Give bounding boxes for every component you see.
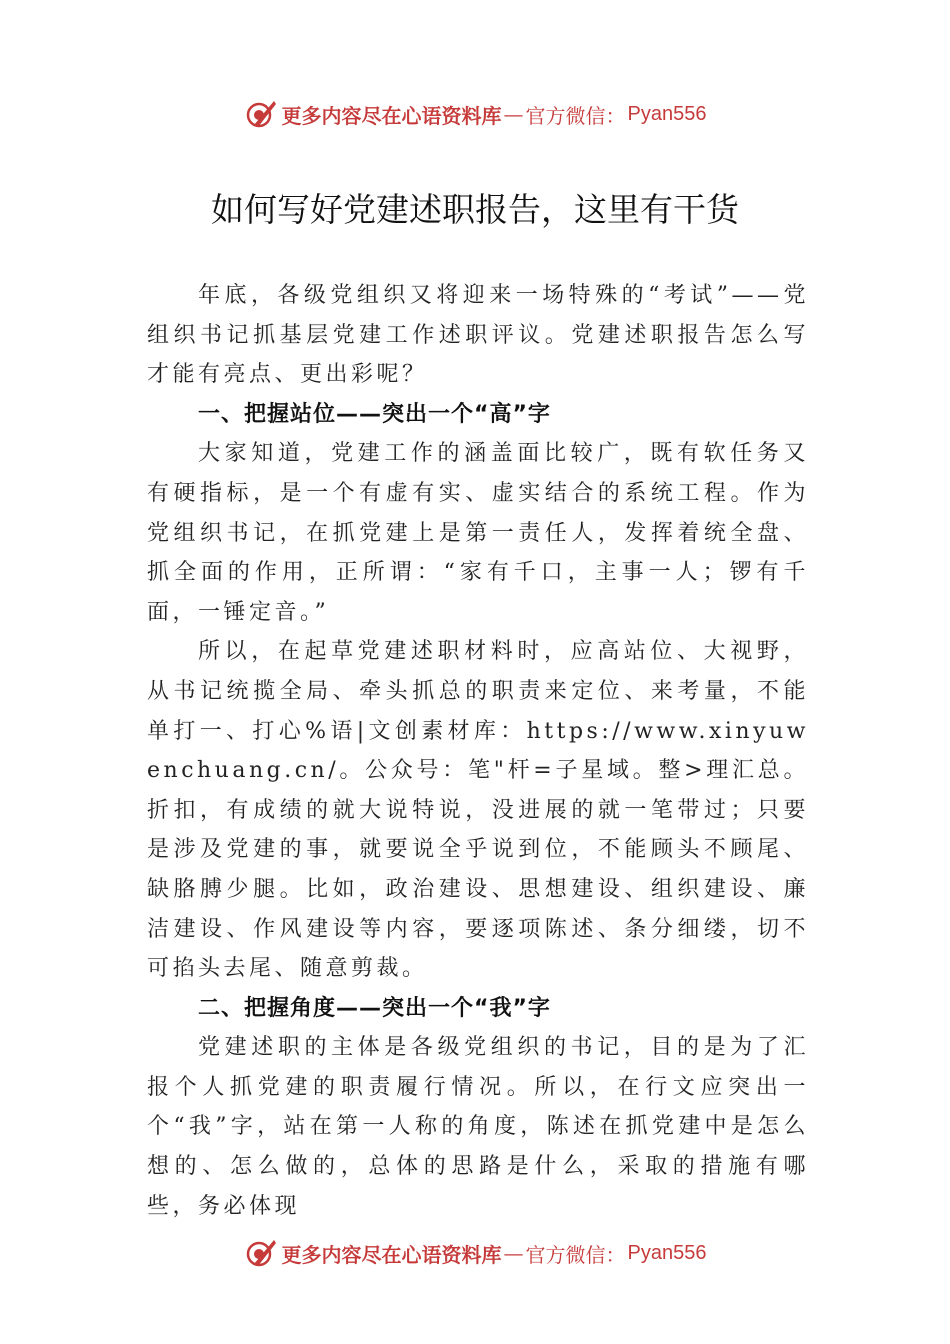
paragraph-intro: 年底，各级党组织又将迎来一场特殊的“考试”——党组织书记抓基层党建工作述职评议。党建述职报告怎么写才能有亮点、更出彩呢？ — [147, 283, 809, 388]
section-heading-1: 一、把握站位——突出一个“高”字 — [198, 401, 551, 427]
article-body — [147, 276, 809, 1226]
section-heading-2: 二、把握角度——突出一个“我”字 — [198, 995, 551, 1021]
article-title: 如何写好党建述职报告，这里有干货 — [211, 190, 739, 229]
paragraph-section2-a: 党建述职的主体是各级党组织的书记，目的是为了汇报个人抓党建的职责履行情况。所以，在行文应突出一个“我”字，站在第一人称的角度，陈述在抓党建中是怎么想的、怎么做的，总体的思路是什么，采取的措施有哪些，务必体现 — [147, 1035, 809, 1219]
watermark-brand: 更多内容尽在心语资料库 — [281, 103, 502, 128]
paragraph-section1-b: 所以，在起草党建述职材料时，应高站位、大视野，从书记统揽全局、牵头抓总的职责来定位、来考量，不能单打一、打心%语|文创素材库：https://www.xinyuwenchuang.cn/。公众号：笔"杆=子星域。整>理汇总。折扣，有成绩的就大说特说，没进展的就一笔带过；只要是涉及党建的事，就要说全乎说到位，不能顾头不顾尾、缺胳膊少腿。比如，政治建设、思想建设、组织建设、廉洁建设、作风建设等内容，要逐项陈述、条分细缕，切不可掐头去尾、随意剪裁。 — [147, 639, 809, 982]
watermark-banner-top — [0, 94, 950, 134]
watermark-wechat-label: 官方微信： — [525, 103, 626, 128]
watermark-brand: 更多内容尽在心语资料库 — [281, 1242, 502, 1267]
watermark-wechat-id: Pyan556 — [627, 1241, 707, 1264]
paragraph-section1-a: 大家知道，党建工作的涵盖面比较广，既有软任务又有硬指标，是一个有虚有实、虚实结合的系统工程。作为党组织书记，在抓党建上是第一责任人，发挥着统全盘、抓全面的作用，正所谓：“家有千口，主事一人；锣有千面，一锤定音。” — [147, 441, 809, 625]
pen-logo-icon — [244, 97, 278, 131]
watermark-wechat-id: Pyan556 — [627, 102, 707, 125]
watermark-dash: — — [503, 102, 524, 126]
pen-logo-icon — [244, 1236, 278, 1270]
watermark-dash: — — [503, 1241, 524, 1265]
watermark-banner-bottom — [0, 1233, 950, 1273]
watermark-wechat-label: 官方微信： — [525, 1242, 626, 1267]
